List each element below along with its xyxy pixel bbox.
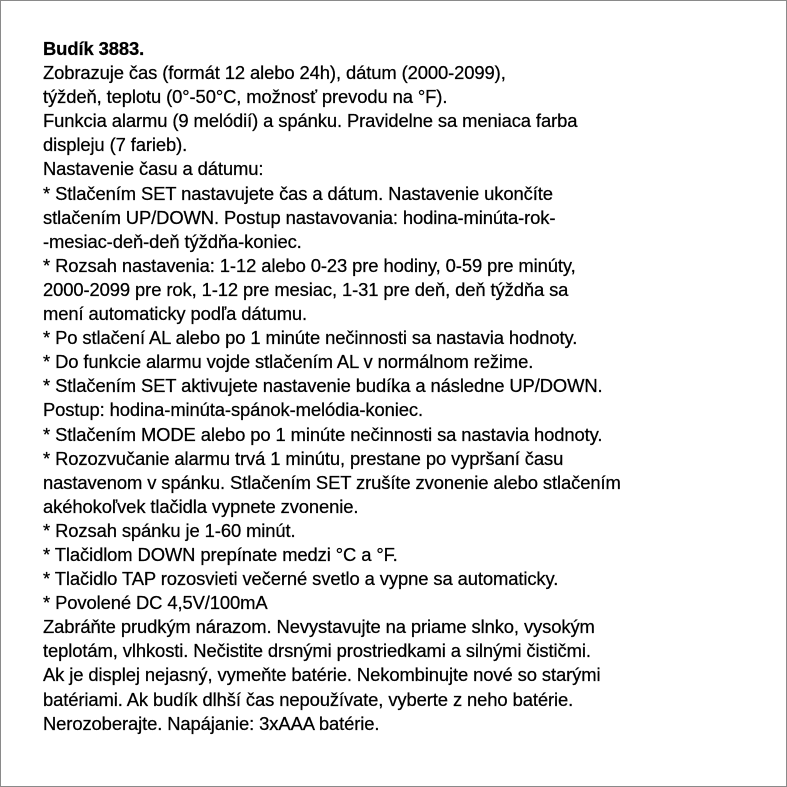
text-line-alarm-procedure: Postup: hodina-minúta-spánok-melódia-koniec. — [43, 399, 423, 421]
text-line-alarm-cancel: nastavenom v spánku. Stlačením SET zrušíte zvonenie alebo stlačením — [43, 471, 621, 493]
text-line-alarm-cancel-end: akéhokoľvek tlačidla vypnete zvonenie. — [43, 495, 359, 517]
text-line-alarm-function: Funkcia alarmu (9 melódií) a spánku. Pravidelne sa meniaca farba — [43, 110, 578, 132]
text-line-warning-impact: Zabráňte prudkým nárazom. Nevystavujte na priame slnko, vysokým — [43, 616, 595, 638]
text-line-set-procedure-end: -mesiac-deň-deň týždňa-koniec. — [43, 230, 302, 252]
text-line-alarm-setting: * Stlačením SET aktivujete nastavenie budíka a následne UP/DOWN. — [43, 375, 603, 397]
text-line-al-timeout: * Po stlačení AL alebo po 1 minúte nečinnosti sa nastavia hodnoty. — [43, 327, 578, 349]
text-line-down-toggle: * Tlačidlom DOWN prepínate medzi °C a °F. — [43, 543, 398, 565]
text-line-battery-remove: batériami. Ak budík dlhší čas nepoužívate, vyberte z neho batérie. — [43, 688, 574, 710]
text-line-power-supply: Nerozoberajte. Napájanie: 3xAAA batérie. — [43, 712, 380, 734]
text-line-warning-cleaning: teplotám, vlhkosti. Nečistite drsnými prostriedkami a silnými čističmi. — [43, 640, 591, 662]
text-line-week-temperature: týždeň, teplotu (0°-50°C, možnosť prevodu na °F). — [43, 86, 448, 108]
text-line-power-rating: * Povolené DC 4,5V/100mA — [43, 592, 268, 614]
instruction-text-block — [43, 37, 783, 736]
text-line-tap-light: * Tlačidlo TAP rozosvieti večerné svetlo a vypne sa automaticky. — [43, 568, 559, 590]
text-line-range: * Rozsah nastavenia: 1-12 alebo 0-23 pre hodiny, 0-59 pre minúty, — [43, 254, 576, 276]
document-title: Budík 3883. — [43, 38, 145, 59]
text-line-range-end: mení automaticky podľa dátumu. — [43, 303, 308, 325]
text-line-set-procedure: stlačením UP/DOWN. Postup nastavovania: hodina-minúta-rok- — [43, 206, 556, 228]
text-line-display: Zobrazuje čas (formát 12 alebo 24h), dátum (2000-2099), — [43, 62, 506, 84]
text-line-mode-timeout: * Stlačením MODE alebo po 1 minúte nečinnosti sa nastavia hodnoty. — [43, 423, 603, 445]
section-heading-time-date: Nastavenie času a dátumu: — [43, 158, 264, 180]
text-line-battery-replace: Ak je displej nejasný, vymeňte batérie. Nekombinujte nové so starými — [43, 664, 601, 686]
text-line-range-cont: 2000-2099 pre rok, 1-12 pre mesiac, 1-31 pre deň, deň týždňa sa — [43, 278, 569, 300]
text-line-set-time: * Stlačením SET nastavujete čas a dátum. Nastavenie ukončíte — [43, 182, 553, 204]
text-line-alarm-mode: * Do funkcie alarmu vojde stlačením AL v normálnom režime. — [43, 351, 534, 373]
text-line-display-colors: displeju (7 farieb). — [43, 134, 188, 156]
text-line-sleep-range: * Rozsah spánku je 1-60 minút. — [43, 519, 296, 541]
text-line-alarm-duration: * Rozozvučanie alarmu trvá 1 minútu, prestane po vypršaní času — [43, 447, 564, 469]
